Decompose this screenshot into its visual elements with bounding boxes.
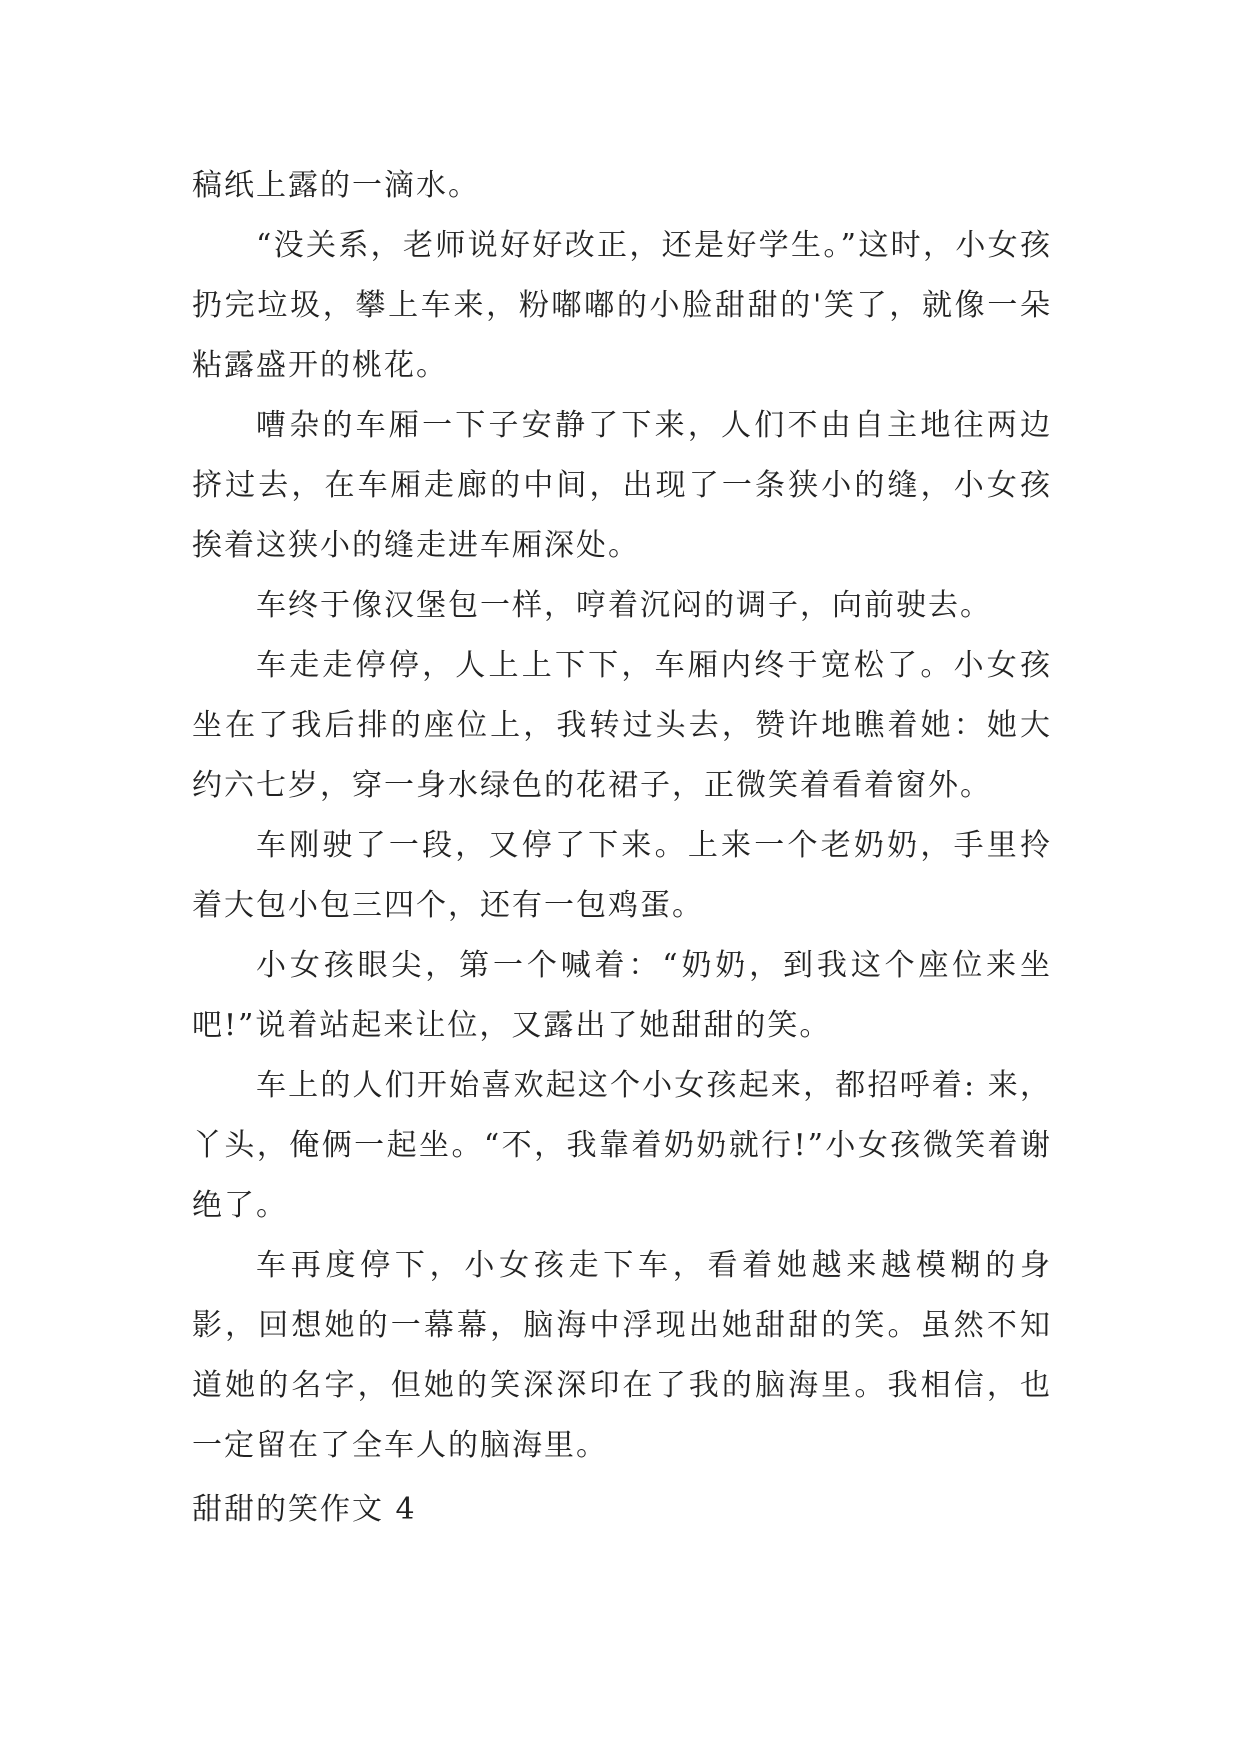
paragraph: “没关系，老师说好好改正，还是好学生。”这时，小女孩扔完垃圾，攀上车来，粉嘟嘟的小脸甜甜的'笑了，就像一朵粘露盛开的桃花。	[192, 228, 1052, 383]
paragraph: 车上的人们开始喜欢起这个小女孩起来，都招呼着: 来，丫头，俺俩一起坐。“不，我靠着奶奶就行!”小女孩微笑着谢绝了。	[192, 1068, 1052, 1223]
section-heading: 甜甜的笑作文 4	[192, 1492, 417, 1527]
document-page	[192, 156, 1052, 1527]
paragraph-continuation: 稿纸上露的一滴水。	[192, 168, 480, 203]
paragraph: 车刚驶了一段，又停了下来。上来一个老奶奶，手里拎着大包小包三四个，还有一包鸡蛋。	[192, 828, 1052, 923]
paragraph: 车走走停停，人上上下下，车厢内终于宽松了。小女孩坐在了我后排的座位上，我转过头去，赞许地瞧着她：她大约六七岁，穿一身水绿色的花裙子，正微笑着看着窗外。	[192, 648, 1052, 803]
paragraph: 车再度停下，小女孩走下车，看着她越来越模糊的身影，回想她的一幕幕，脑海中浮现出她甜甜的笑。虽然不知道她的名字，但她的笑深深印在了我的脑海里。我相信，也一定留在了全车人的脑海里。	[192, 1248, 1052, 1463]
paragraph: 车终于像汉堡包一样，哼着沉闷的调子，向前驶去。	[256, 588, 992, 623]
paragraph: 小女孩眼尖，第一个喊着：“奶奶，到我这个座位来坐吧!”说着站起来让位，又露出了她甜甜的笑。	[192, 948, 1052, 1043]
paragraph: 嘈杂的车厢一下子安静了下来，人们不由自主地往两边挤过去，在车厢走廊的中间，出现了一条狭小的缝，小女孩挨着这狭小的缝走进车厢深处。	[192, 408, 1052, 563]
